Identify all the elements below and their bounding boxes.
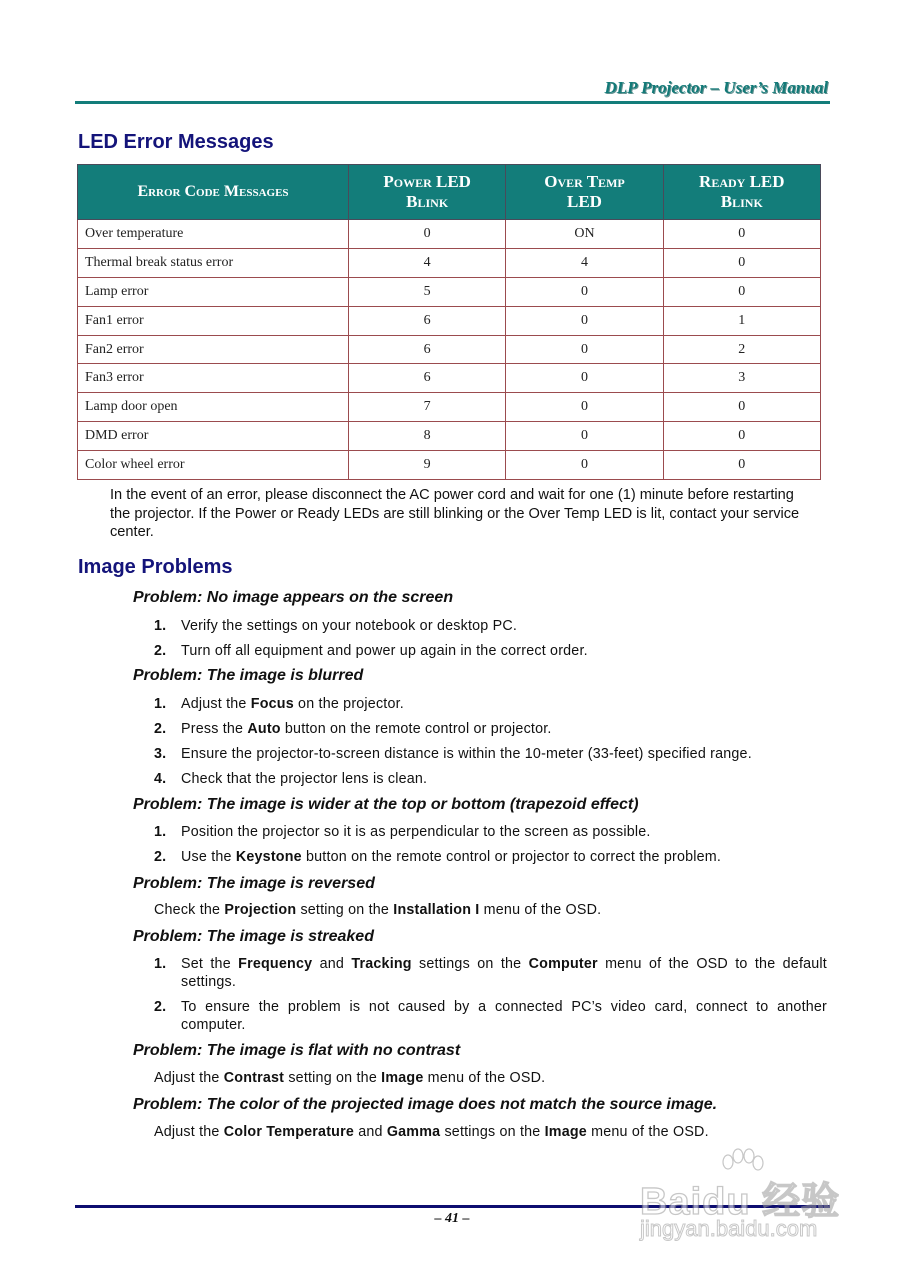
step-number: 3. (154, 746, 167, 762)
step-number: 2. (154, 643, 167, 659)
step-text: To ensure the problem is not caused by a connected PC’s video card, connect to another computer. (181, 999, 827, 1033)
cell-over-temp: 4 (506, 248, 663, 277)
cell-ready: 0 (663, 277, 820, 306)
table-row (78, 364, 821, 393)
header-rule (75, 101, 830, 104)
problem-heading-streaked: Problem: The image is streaked (133, 928, 374, 945)
cell-ready: 0 (663, 220, 820, 249)
table-row (78, 220, 821, 249)
step-number: 2. (154, 721, 167, 737)
term-computer: Computer (528, 956, 598, 972)
baidu-watermark (640, 1148, 855, 1248)
cell-over-temp: 0 (506, 306, 663, 335)
step-number: 1. (154, 956, 167, 972)
solution-text-reversed: Check the Projection setting on the Installation I menu of the OSD. (154, 902, 602, 918)
cell-ready: 1 (663, 306, 820, 335)
term-focus: Focus (250, 696, 294, 712)
cell-message: Color wheel error (78, 451, 349, 480)
cell-power: 6 (348, 306, 505, 335)
problem-heading-color-mismatch: Problem: The color of the projected image does not match the source image. (133, 1096, 718, 1113)
cell-power: 4 (348, 248, 505, 277)
step-text: Press the Auto button on the remote control or projector. (181, 721, 552, 737)
cell-over-temp: 0 (506, 364, 663, 393)
cell-message: Thermal break status error (78, 248, 349, 277)
error-note-paragraph: In the event of an error, please disconnect the AC power cord and wait for one (1) minute before restarting the projector. If the Power or Ready LEDs are still blinking or the Over Temp LED is lit, contact your service center. (110, 487, 800, 541)
cell-ready: 3 (663, 364, 820, 393)
step-text: Adjust the Focus on the projector. (181, 696, 404, 712)
term-tracking: Tracking (351, 956, 412, 972)
watermark-url: jingyan.baidu.com (640, 1216, 818, 1241)
term-image: Image (544, 1124, 587, 1140)
cell-message: DMD error (78, 422, 349, 451)
list-item (154, 695, 827, 713)
page-number: – 41 – (434, 1211, 470, 1226)
table-row (78, 451, 821, 480)
cell-over-temp: 0 (506, 422, 663, 451)
list-item (154, 955, 827, 991)
step-text: Turn off all equipment and power up again in the correct order. (181, 643, 588, 659)
list-item (154, 720, 827, 738)
cell-message: Fan2 error (78, 335, 349, 364)
problem-heading-no-image: Problem: No image appears on the screen (133, 589, 454, 606)
step-number: 2. (154, 999, 167, 1015)
section-title-led-error-messages: LED Error Messages (78, 131, 274, 153)
cell-power: 7 (348, 393, 505, 422)
list-item (154, 642, 827, 660)
step-number: 1. (154, 824, 167, 840)
list-item (154, 617, 827, 635)
table-header-row (78, 165, 821, 220)
list-item (154, 770, 827, 788)
problem-heading-trapezoid: Problem: The image is wider at the top or bottom (trapezoid effect) (133, 796, 639, 813)
cell-message: Over temperature (78, 220, 349, 249)
step-number: 1. (154, 618, 167, 634)
cell-power: 8 (348, 422, 505, 451)
cell-message: Fan1 error (78, 306, 349, 335)
cell-ready: 0 (663, 422, 820, 451)
term-gamma: Gamma (386, 1124, 441, 1140)
step-text: Position the projector so it is as perpendicular to the screen as possible. (181, 824, 651, 840)
cell-power: 9 (348, 451, 505, 480)
table-row (78, 277, 821, 306)
term-frequency: Frequency (238, 956, 313, 972)
step-text: Verify the settings on your notebook or desktop PC. (181, 618, 518, 634)
step-text: Ensure the projector-to-screen distance is within the 10-meter (33-feet) specified range. (181, 746, 752, 762)
step-number: 4. (154, 771, 167, 787)
step-text: Use the Keystone button on the remote control or projector to correct the problem. (181, 849, 722, 865)
watermark-logo-text: Baidu 经验 (640, 1181, 841, 1223)
cell-ready: 0 (663, 451, 820, 480)
list-item (154, 848, 827, 866)
cell-power: 0 (348, 220, 505, 249)
led-error-table (77, 164, 821, 480)
cell-ready: 2 (663, 335, 820, 364)
cell-over-temp: 0 (506, 277, 663, 306)
column-header-power-led-blink: Power LED Blink (348, 165, 505, 220)
running-header-title: DLP Projector – User’s Manual (604, 78, 828, 97)
cell-message: Fan3 error (78, 364, 349, 393)
term-auto: Auto (247, 721, 281, 737)
solution-text-color: Adjust the Color Temperature and Gamma settings on the Image menu of the OSD. (154, 1124, 709, 1140)
cell-over-temp: 0 (506, 393, 663, 422)
list-item (154, 745, 827, 763)
problem-heading-reversed: Problem: The image is reversed (133, 875, 375, 892)
step-text: Set the Frequency and Tracking settings on the Computer menu of the OSD to the default settings. (181, 956, 827, 990)
step-number: 1. (154, 696, 167, 712)
column-header-ready-led-blink: Ready LED Blink (663, 165, 820, 220)
table-row (78, 306, 821, 335)
cell-over-temp: 0 (506, 451, 663, 480)
cell-over-temp: ON (506, 220, 663, 249)
section-title-image-problems: Image Problems (78, 556, 233, 578)
term-installation-i: Installation I (393, 902, 480, 918)
list-item (154, 823, 827, 841)
solution-text-contrast: Adjust the Contrast setting on the Image menu of the OSD. (154, 1070, 546, 1086)
cell-power: 5 (348, 277, 505, 306)
term-contrast: Contrast (223, 1070, 285, 1086)
problem-heading-blurred: Problem: The image is blurred (133, 667, 364, 684)
term-color-temperature: Color Temperature (223, 1124, 355, 1140)
step-number: 2. (154, 849, 167, 865)
term-keystone: Keystone (235, 849, 302, 865)
cell-message: Lamp door open (78, 393, 349, 422)
column-header-error-code-messages: Error Code Messages (78, 165, 349, 220)
term-projection: Projection (224, 902, 297, 918)
cell-over-temp: 0 (506, 335, 663, 364)
step-text: Check that the projector lens is clean. (181, 771, 428, 787)
cell-ready: 0 (663, 248, 820, 277)
table-row (78, 422, 821, 451)
table-row (78, 248, 821, 277)
table-row (78, 335, 821, 364)
table-row (78, 393, 821, 422)
cell-message: Lamp error (78, 277, 349, 306)
term-image: Image (381, 1070, 424, 1086)
cell-power: 6 (348, 335, 505, 364)
cell-ready: 0 (663, 393, 820, 422)
problem-heading-flat-contrast: Problem: The image is flat with no contrast (133, 1042, 461, 1059)
cell-power: 6 (348, 364, 505, 393)
list-item (154, 998, 827, 1034)
column-header-over-temp-led: Over Temp LED (506, 165, 663, 220)
